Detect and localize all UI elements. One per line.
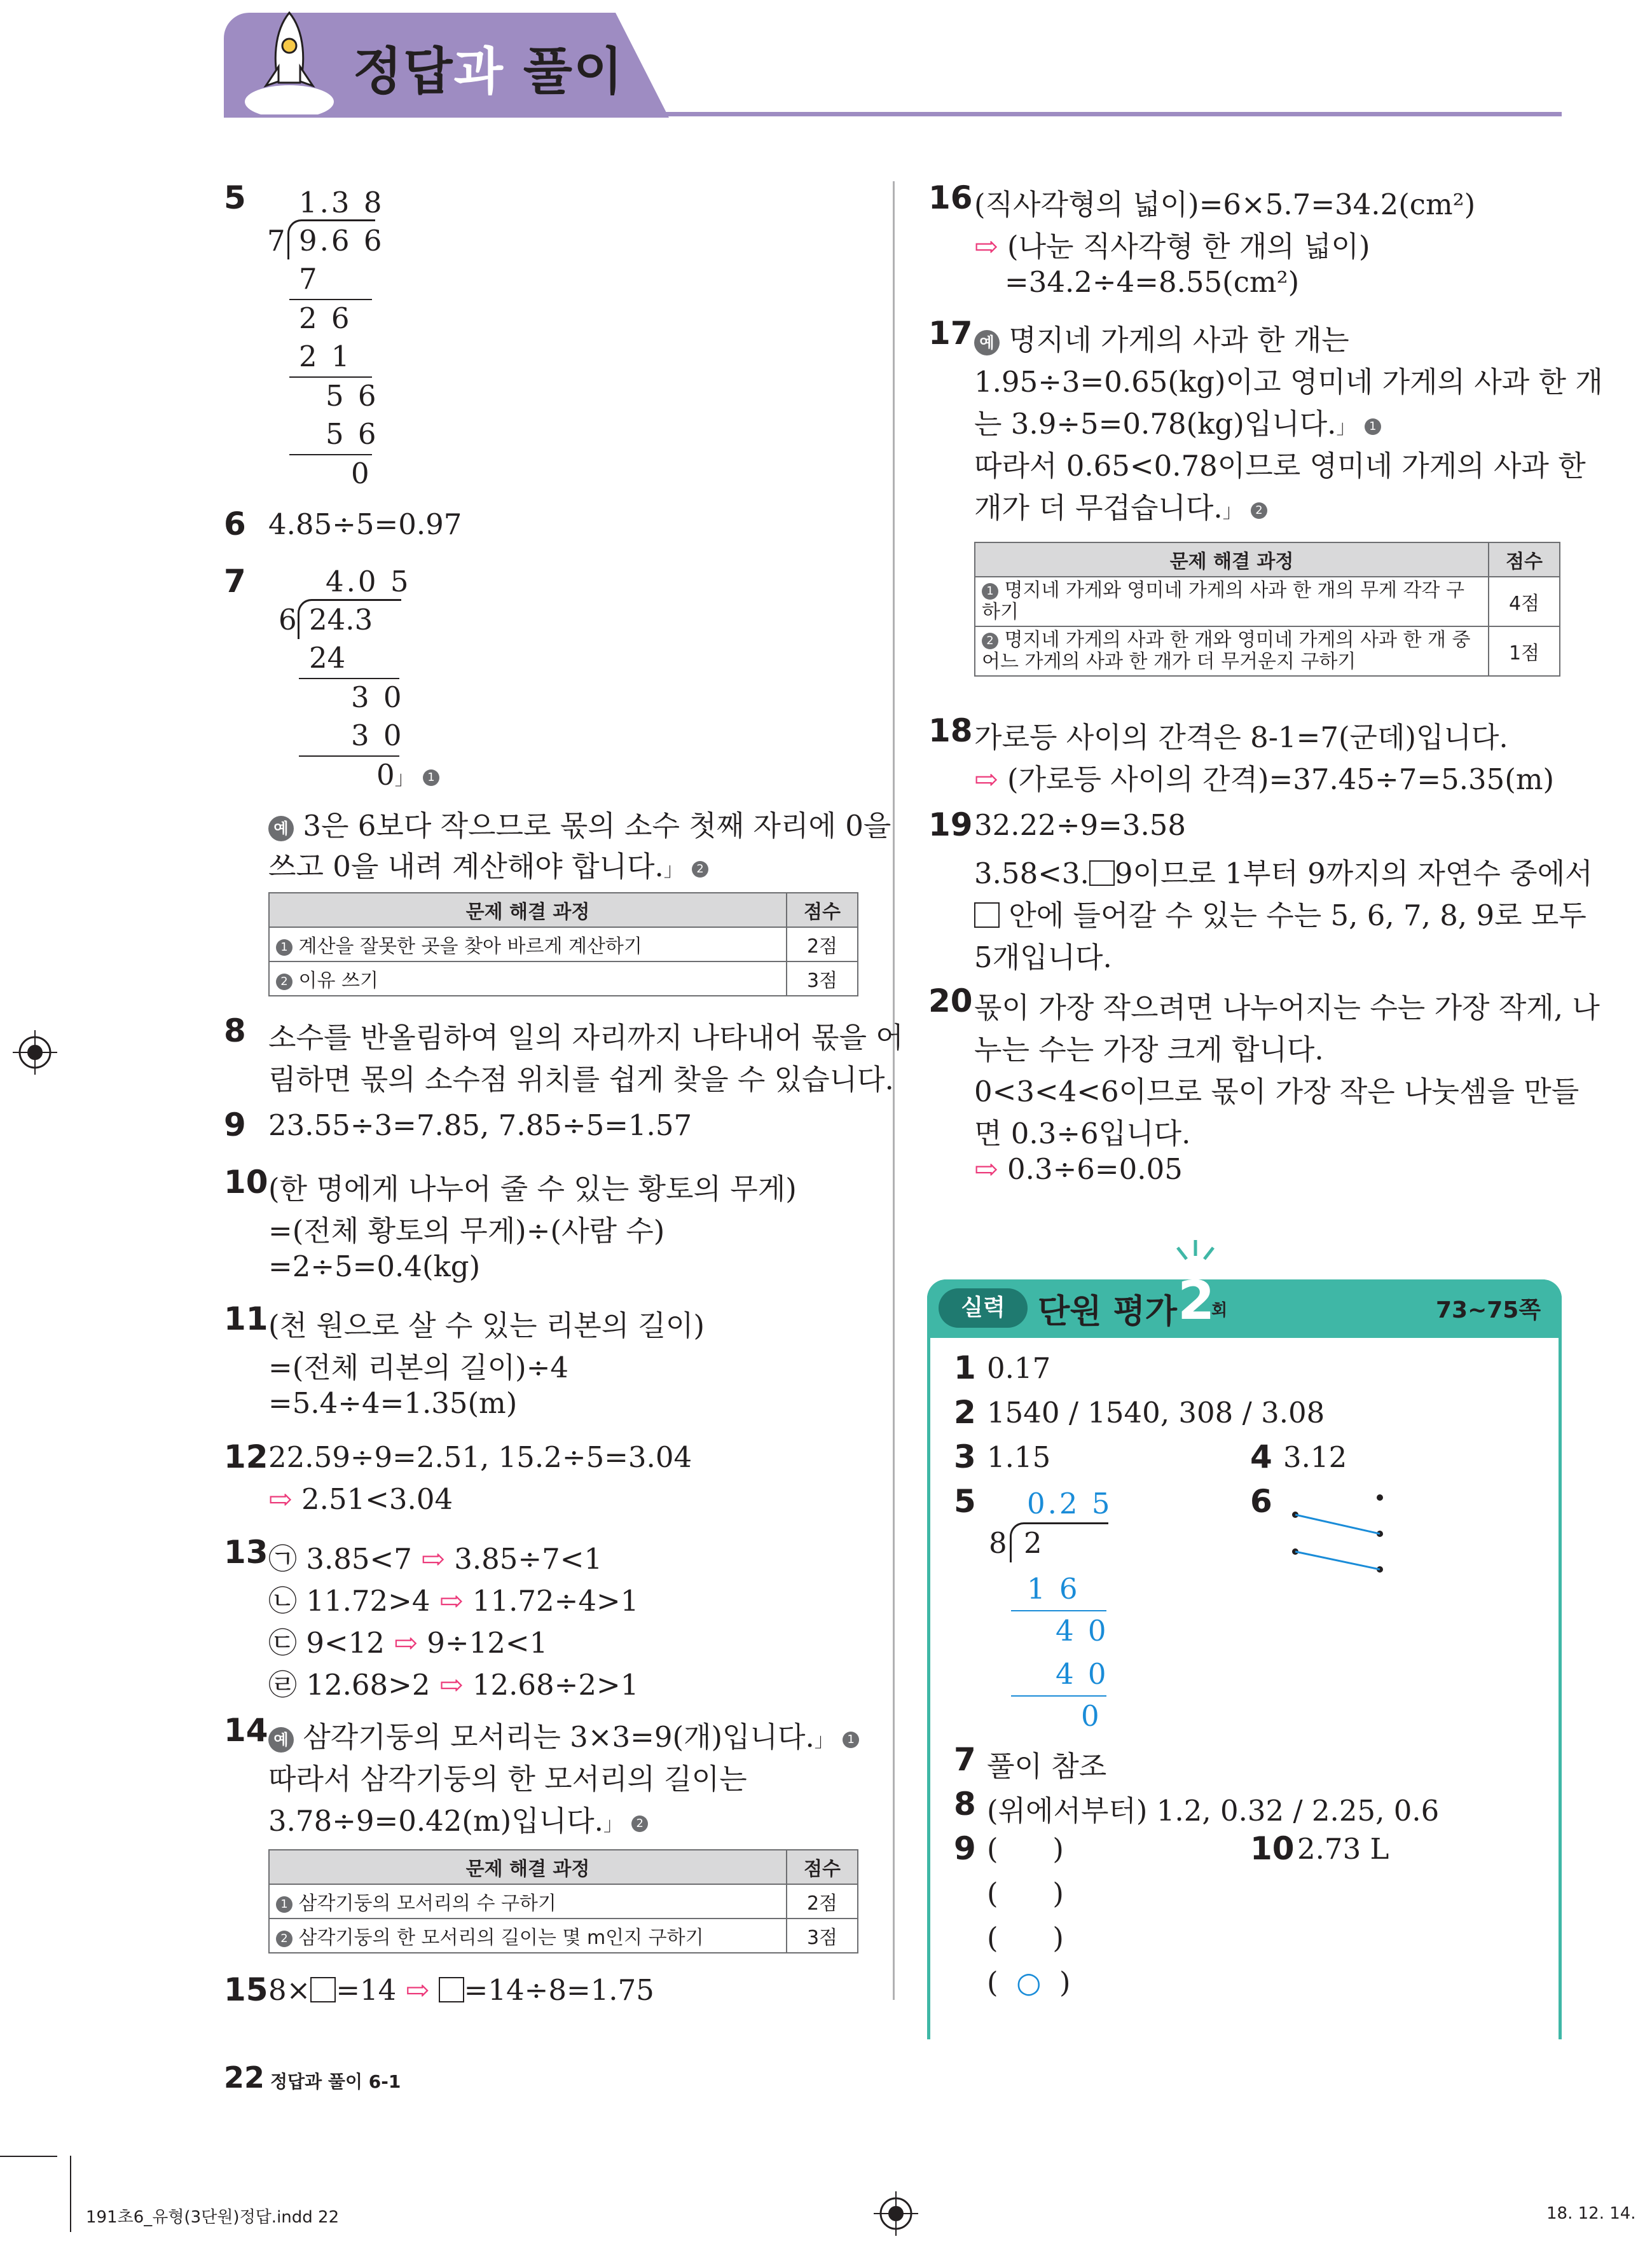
table-row: 2 이유 쓰기 3점	[269, 961, 858, 996]
page-title: 정답과 풀이	[353, 42, 624, 101]
q20-line1: 몫이 가장 작으려면 나누어지는 수는 가장 작게, 나	[974, 991, 1600, 1024]
q7-score-table	[268, 892, 858, 996]
q5-line	[289, 454, 372, 455]
q8-number: 8	[224, 1012, 246, 1049]
q7-quotient: 4.0 5	[326, 565, 411, 598]
header-rule	[224, 112, 1562, 116]
table-row: 1 명지네 가게와 영미네 가게의 사과 한 개의 무게 각각 구하기 4점	[975, 577, 1560, 626]
q7-step: 3 0	[351, 719, 404, 752]
q17-score-table	[974, 542, 1560, 677]
q11-number: 11	[224, 1300, 268, 1337]
example-badge: 예	[974, 330, 1000, 355]
q14-line1: 예 삼각기둥의 모서리는 3×3=9(개)입니다.」 1	[268, 1714, 859, 1755]
table-header: 점수	[787, 893, 858, 927]
q11-line1: (천 원으로 살 수 있는 리본의 길이)	[268, 1309, 705, 1342]
q5-divisor: 7	[267, 224, 286, 258]
q5-step: 2 1	[299, 340, 352, 373]
q5-step: 7	[299, 262, 317, 296]
date-label: 18. 12. 14.	[1546, 2204, 1636, 2223]
q15-number: 15	[224, 1971, 268, 2008]
q10-number: 10	[224, 1164, 268, 1201]
q10-line3: =2÷5=0.4(kg)	[268, 1250, 481, 1283]
table-row: 1 삼각기둥의 모서리의 수 구하기 2점	[269, 1884, 858, 1919]
q16-number: 16	[928, 179, 973, 216]
a9-number: 9	[954, 1830, 976, 1867]
q14-score-table	[268, 1849, 858, 1953]
table-row: 1 계산을 잘못한 곳을 찾아 바르게 계산하기 2점	[269, 927, 858, 961]
q18-line1: 가로등 사이의 간격은 8-1=7(군데)입니다.	[974, 720, 1508, 754]
q19-line2: 3.58<3. 9이므로 1부터 9까지의 자연수 중에서	[974, 857, 1593, 890]
q7-reason-line1: 예 3은 6보다 작으므로 몫의 소수 첫째 자리에 0을	[268, 803, 891, 844]
arrow-icon: ⇨	[394, 1626, 418, 1660]
eval-badge: 실력	[939, 1288, 1028, 1328]
q20-number: 20	[928, 982, 973, 1019]
q5-number: 5	[224, 179, 246, 216]
q6-text: 4.85÷5=0.97	[268, 507, 462, 541]
a1-text: 0.17	[987, 1351, 1051, 1385]
q5-line	[289, 376, 372, 378]
q18-number: 18	[928, 712, 973, 749]
arrow-icon: ⇨	[421, 1542, 445, 1576]
q7-divisor: 6	[279, 603, 297, 637]
q7-dividend: 24.3	[309, 603, 373, 637]
a4-number: 4	[1250, 1438, 1272, 1475]
q13-row: ㉣ 12.68>2 ⇨ 12.68÷2>1	[268, 1668, 639, 1702]
q7-step: 24	[309, 641, 346, 675]
q8-line1: 소수를 반올림하여 일의 자리까지 나타내어 몫을 어	[268, 1021, 904, 1054]
q16-line3: =34.2÷4=8.55(cm²)	[1005, 265, 1300, 299]
q5-step: 5 6	[326, 379, 379, 413]
q16-line1: (직사각형의 넓이)=6×5.7=34.2(cm²)	[974, 188, 1476, 221]
registration-mark-icon	[13, 1030, 57, 1075]
sparkle-icon	[1170, 1234, 1221, 1272]
q7-line	[299, 755, 399, 757]
q8-line2: 림하면 몫의 소수점 위치를 쉽게 찾을 수 있습니다.	[268, 1063, 894, 1096]
q12-number: 12	[224, 1438, 268, 1475]
q7-step: 3 0	[351, 680, 404, 714]
a5-step: 0	[1081, 1699, 1099, 1733]
q19-line1: 32.22÷9=3.58	[974, 808, 1187, 842]
q17-line2: 1.95÷3=0.65(kg)이고 영미네 가게의 사과 한 개	[974, 365, 1603, 399]
q20-line5: ⇨ 0.3÷6=0.05	[974, 1152, 1183, 1186]
q5-step: 0	[351, 457, 369, 490]
a10-number: 10	[1250, 1830, 1295, 1867]
q5-quotient: 1.3 8	[299, 186, 385, 219]
q17-line4: 따라서 0.65<0.78이므로 영미네 가게의 사과 한	[974, 449, 1586, 483]
eval-round: 2	[1178, 1269, 1215, 1332]
a5-quotient: 0.2 5	[1027, 1487, 1113, 1520]
arrow-icon: ⇨	[439, 1584, 464, 1618]
q14-number: 14	[224, 1712, 268, 1749]
q17-line5: 개가 더 무겁습니다.」 2	[974, 485, 1267, 526]
q14-line2: 따라서 삼각기둥의 한 모서리의 길이는	[268, 1762, 747, 1796]
q20-line4: 면 0.3÷6입니다.	[974, 1117, 1191, 1150]
q11-line2: =(전체 리본의 길이)÷4	[268, 1351, 569, 1384]
blank-box	[1089, 860, 1115, 886]
a5-step: 1 6	[1027, 1572, 1080, 1606]
q17-line1: 예 명지네 가게의 사과 한 개는	[974, 317, 1349, 358]
crop-mark	[0, 2156, 57, 2157]
table-header: 문제 해결 과정	[269, 893, 787, 927]
arrow-icon: ⇨	[974, 762, 998, 796]
a2-number: 2	[954, 1394, 976, 1431]
arrow-icon: ⇨	[439, 1668, 464, 1702]
q7-number: 7	[224, 563, 246, 600]
table-header: 문제 해결 과정	[269, 1850, 787, 1884]
q12-line2: ⇨ 2.51<3.04	[268, 1482, 453, 1516]
blank-box	[439, 1977, 464, 2002]
q10-line1: (한 명에게 나누어 줄 수 있는 황토의 무게)	[268, 1172, 797, 1206]
a6-number: 6	[1250, 1483, 1272, 1520]
a8-number: 8	[954, 1786, 976, 1822]
a3-number: 3	[954, 1438, 976, 1475]
a9-row: ( )	[987, 1877, 1064, 1910]
arrow-icon: ⇨	[268, 1482, 293, 1516]
a8-text: (위에서부터) 1.2, 0.32 / 2.25, 0.6	[987, 1794, 1440, 1828]
q11-line3: =5.4÷4=1.35(m)	[268, 1386, 518, 1420]
q10-line2: =(전체 황토의 무게)÷(사람 수)	[268, 1214, 665, 1248]
page-number: 22	[224, 2060, 265, 2095]
q17-number: 17	[928, 315, 973, 352]
a5-number: 5	[954, 1483, 976, 1520]
q9-text: 23.55÷3=7.85, 7.85÷5=1.57	[268, 1108, 692, 1142]
q7-reason-line2: 쓰고 0을 내려 계산해야 합니다.」 2	[268, 843, 708, 885]
a2-text: 1540 / 1540, 308 / 3.08	[987, 1396, 1325, 1430]
q9-number: 9	[224, 1106, 246, 1143]
q5-step: 5 6	[326, 417, 379, 451]
table-header: 점수	[1489, 542, 1560, 577]
a5-dividend: 2	[1024, 1526, 1042, 1560]
registration-mark-icon	[874, 2191, 918, 2236]
eval-title: 단원 평가	[1038, 1293, 1178, 1331]
a4-text: 3.12	[1283, 1440, 1347, 1474]
crop-mark	[70, 2156, 71, 2232]
a1-number: 1	[954, 1349, 976, 1386]
q13-number: 13	[224, 1534, 268, 1571]
q16-line2: ⇨ (나눈 직사각형 한 개의 넓이)	[974, 230, 1370, 263]
a5-line	[1011, 1610, 1106, 1611]
a5-step: 4 0	[1056, 1614, 1109, 1648]
q5-step: 2 6	[299, 301, 352, 335]
q20-line3: 0<3<4<6이므로 몫이 가장 작은 나눗셈을 만들	[974, 1075, 1580, 1108]
arrow-icon: ⇨	[974, 230, 998, 263]
a5-divisor: 8	[989, 1526, 1007, 1560]
q13-row: ㉡ 11.72>4 ⇨ 11.72÷4>1	[268, 1584, 639, 1618]
book-title: 정답과 풀이 6-1	[270, 2071, 401, 2092]
a7-text: 풀이 참조	[987, 1749, 1107, 1783]
file-label: 191초6_유형(3단원)정답.indd 22	[86, 2208, 340, 2227]
q15-text: 8× =14 ⇨ =14÷8=1.75	[268, 1973, 654, 2007]
q12-line1: 22.59÷9=2.51, 15.2÷5=3.04	[268, 1440, 692, 1474]
q7-line	[299, 678, 399, 679]
q7-step-final: 0」 1	[376, 758, 439, 792]
a6-matching-diagram	[1284, 1482, 1399, 1577]
q19-line4: 5개입니다.	[974, 940, 1112, 974]
example-badge: 예	[268, 1727, 294, 1753]
q13-row: ㉠ 3.85<7 ⇨ 3.85÷7<1	[268, 1542, 603, 1576]
arrow-icon: ⇨	[405, 1973, 430, 2007]
a5-step: 4 0	[1056, 1657, 1109, 1691]
eval-pages: 73~75쪽	[1436, 1297, 1541, 1323]
q5-dividend: 9.6 6	[299, 224, 385, 258]
table-header: 점수	[787, 1850, 858, 1884]
a9-row: ( )	[987, 1832, 1064, 1866]
q19-line3: 안에 들어갈 수 있는 수는 5, 6, 7, 8, 9로 모두	[974, 892, 1587, 934]
q14-line3: 3.78÷9=0.42(m)입니다.」 2	[268, 1798, 648, 1839]
a7-number: 7	[954, 1741, 976, 1778]
a5-line	[1011, 1695, 1106, 1697]
q18-line2: ⇨ (가로등 사이의 간격)=37.45÷7=5.35(m)	[974, 762, 1555, 796]
a3-text: 1.15	[987, 1440, 1051, 1474]
blank-box	[974, 902, 1000, 928]
q13-row: ㉢ 9<12 ⇨ 9÷12<1	[268, 1626, 548, 1660]
eval-round-suffix: 회	[1211, 1301, 1228, 1320]
arrow-icon: ⇨	[974, 1152, 998, 1186]
q20-line2: 누는 수는 가장 크게 합니다.	[974, 1033, 1324, 1066]
table-row: 2 명지네 가게의 사과 한 개와 영미네 가게의 사과 한 개 중 어느 가게의 사과 한 개가 더 무거운지 구하기 1점	[975, 626, 1560, 676]
q19-number: 19	[928, 806, 973, 843]
a10-text: 2.73 L	[1297, 1832, 1389, 1866]
rocket-icon	[242, 6, 337, 114]
blank-box	[310, 1977, 336, 2002]
a9-row: ( )	[987, 1921, 1064, 1955]
q17-line3: 는 3.9÷5=0.78(kg)입니다.」 1	[974, 401, 1381, 442]
q6-number: 6	[224, 506, 246, 542]
table-header: 문제 해결 과정	[975, 542, 1489, 577]
a9-row: ( ○ )	[987, 1966, 1071, 1999]
table-row: 2 삼각기둥의 한 모서리의 길이는 몇 m인지 구하기 3점	[269, 1919, 858, 1953]
q5-line	[289, 299, 372, 300]
example-badge: 예	[268, 816, 294, 841]
